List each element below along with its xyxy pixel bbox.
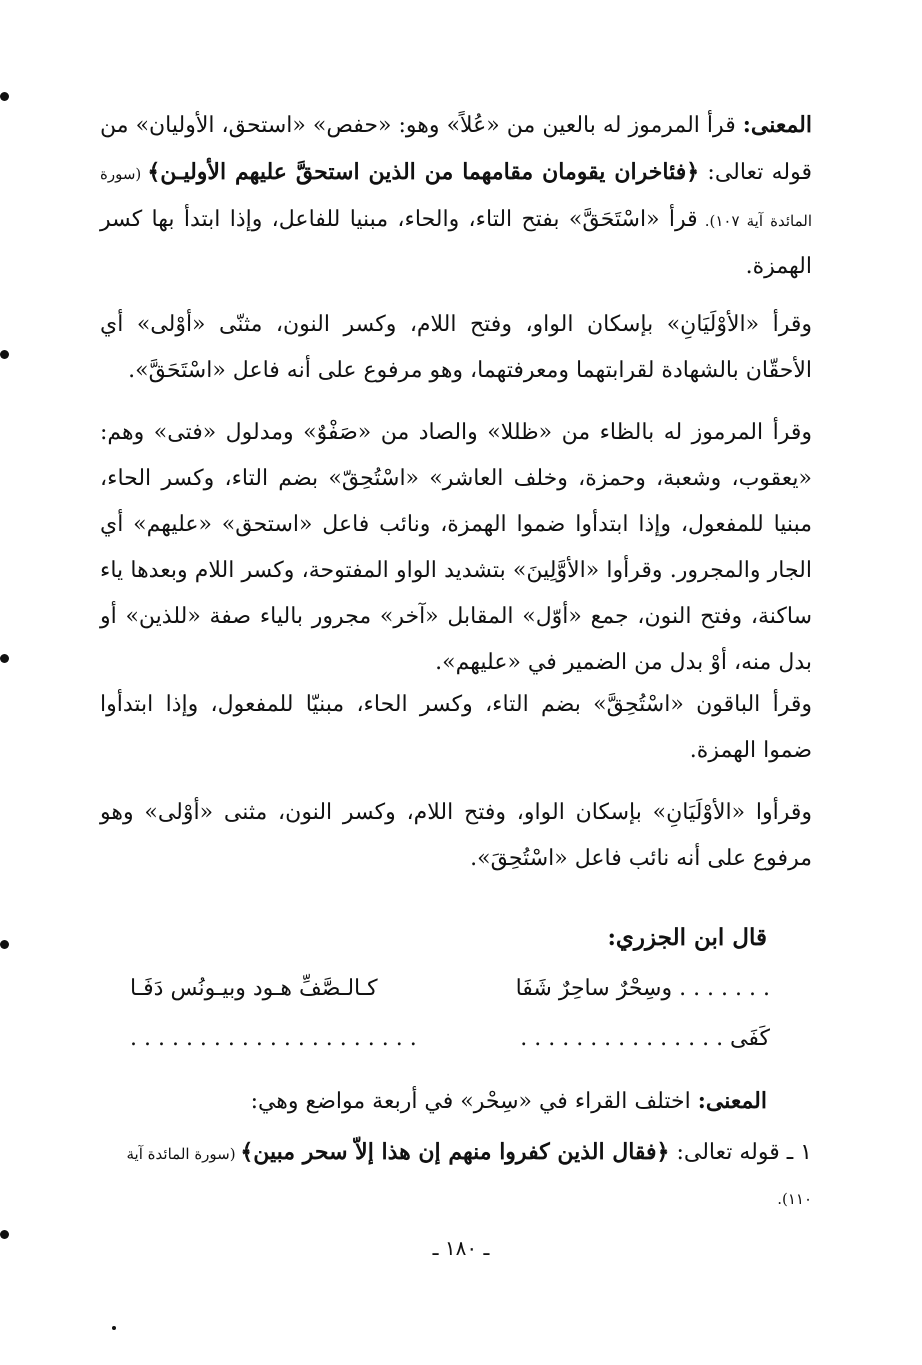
meaning-paragraph-2 [100,1080,767,1123]
meaning-text: اختلف القراء في «سِحْر» في أربعة مواضع وهي: [250,1089,698,1114]
binding-hole-mark [0,350,9,359]
page-number: ـ ١٨٠ ـ [432,1236,490,1260]
paragraph-2: وقرأ «الأوْلَيَانِ» بإسكان الواو، وفتح اللام، وكسر النون، مثنّى «أوْلى» أي الأحقّان بالشهادة لقرابتهما ومعرفتهما، وهو مرفوع على أنه فاعل «اسْتَحَقَّ». [100,312,812,383]
binding-hole-mark [0,654,9,663]
list-item [100,1130,812,1221]
verse-line-2 [130,1018,770,1060]
poem-heading: قال ابن الجزري: [607,924,767,951]
binding-hole-mark [0,940,9,949]
meaning-label: المعنى: [742,112,812,138]
surah-reference: (سورة المائدة آية ١١٠). [126,1145,812,1208]
verse-hemistich-left: كـالـصَّفِّ هـود وبيـونُس دَفَـا [130,976,378,1001]
paragraph-1 [100,102,812,290]
paragraph-4: وقرأ الباقون «اسْتُحِقَّ» بضم التاء، وكسر الحاء، مبنيّا للمفعول، وإذا ابتدأوا ضموا الهمزة. [100,692,812,763]
verse-hemistich-left: . . . . . . . . . . . . . . . . . . . . . [130,1026,417,1051]
quran-quote: ﴿فقال الذين كفروا منهم إن هذا إلاّ سحر مبين﴾ [240,1139,670,1165]
surah-reference: (سورة المائدة آية ١٠٧). [100,165,812,230]
item-number: ١ ـ [786,1140,812,1165]
ink-dot [112,1326,116,1330]
item-text: قوله تعالى: [669,1140,787,1165]
paragraph-3: وقرأ المرموز له بالظاء من «ظللا» والصاد من «صَفْوٌ» ومدلول «فتى» وهم: «يعقوب، وشعبة، وحمزة، وخلف العاشر» «اسْتُحِقّ» بضم التاء، وكسر الحاء، مبنيا للمفعول، وإذا ابتدأوا ضموا الهمزة، ونائب فاعل «استحق» «عليهم» أي الجار والمجرور. وقرأوا «الأوَّلِينَ» بتشديد الواو المفتوحة، وكسر اللام وبعدها ياء ساكنة، وفتح النون، جمع «أوّل» المقابل «آخر» مجرور بالياء صفة «للذين» أو بدل منه، أوْ بدل من الضمير في «عليهم». [100,420,812,675]
paragraph-1-text-a: قرأ المرموز له بالعين من «عُلاً» وهو: «حفص» «استحق، الأوليان» من قوله تعالى: [100,113,812,185]
paragraph-5: وقرأوا «الأوْلَيَانِ» بإسكان الواو، وفتح اللام، وكسر النون، مثنى «أوْلى» وهو مرفوع على أنه نائب فاعل «اسْتُحِقَ». [100,800,812,871]
quran-quote: ﴿فئاخران يقومان مقامهما من الذين استحقَّ عليهم الأوليـن﴾ [147,159,700,185]
paragraph-1-text-b: قرأ «اسْتَحَقَّ» بفتح التاء، والحاء، مبنيا للفاعل، وإذا ابتدأ بها كسر الهمزة. [100,207,812,279]
meaning-label: المعنى: [697,1088,767,1114]
verse-hemistich-right: . . . . . . . وسِحْرٌ ساحِرٌ شَفَا [515,976,770,1001]
verse-hemistich-right: كَفَى . . . . . . . . . . . . . . . [520,1026,770,1051]
binding-hole-mark [0,92,9,101]
verse-line-1 [130,968,770,1010]
